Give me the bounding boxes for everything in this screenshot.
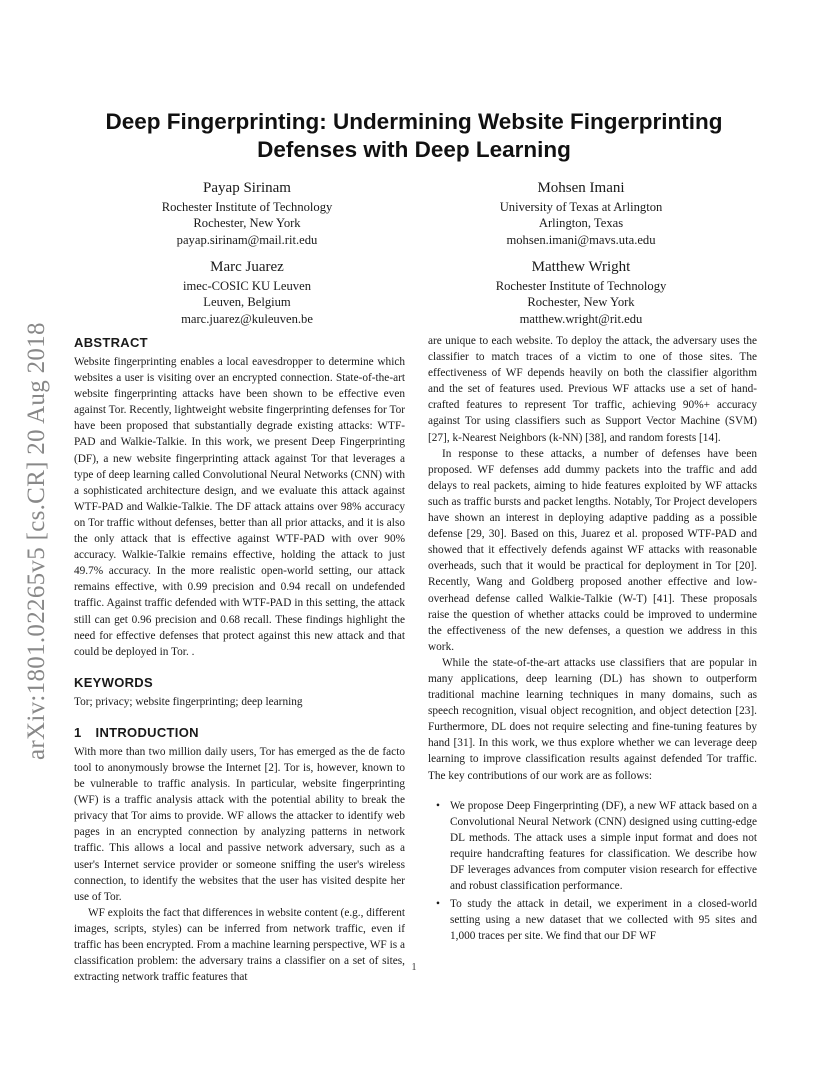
right-paragraph-1: are unique to each website. To deploy the attack, the adversary uses the classifier to match traces of a victim to one of those sites. The effectiveness of WF depends heavily on both the classifier algorithm and the set of features used. Previous WF attacks use a set of hand-crafted features to represent Tor traffic, achieving 90%+ accuracy against Tor using classifiers such as Support Vector Machine (SVM) [27], k-Nearest Neighbors (k-NN) [38], and random forests [14]. [428, 335, 757, 444]
title-line-2: Defenses with Deep Learning [257, 137, 571, 162]
right-column [428, 333, 757, 946]
left-column [74, 334, 405, 985]
arxiv-stamp: arXiv:1801.02265v5 [cs.CR] 20 Aug 2018 [23, 322, 50, 760]
author-email[interactable]: mohsen.imani@mavs.uta.edu [506, 232, 656, 247]
keywords-heading: KEYWORDS [74, 674, 153, 690]
right-paragraph-2: In response to these attacks, a number of defenses have been proposed. WF defenses add dummy packets into the traffic and add delays to real packets, aiming to hide features exploited by WF attacks such as traffic bursts and packet lengths. Notably, Tor Project developers have shown an interest in deploying adaptive padding as a possible defense [29, 30]. Based on this, Juarez et al. proposed WTF-PAD and showed that it effectively defends against WF attacks with reasonable overheads, such that it would be practical for deployment in Tor [20]. Recently, Wang and Goldberg proposed another effective and low-overhead defense called Walkie-Talkie (W-T) [41]. These proposals raise the question of whether attacks could be improved to undermine the effectiveness of the new defenses, a question we address in this work. [428, 447, 757, 653]
list-item-text: To study the attack in detail, we experiment in a closed-world setting using a new dataset that we collected with 95 sites and 1,000 traces per site. We find that our DF WF [450, 898, 757, 943]
list-item-text: We propose Deep Fingerprinting (DF), a new WF attack based on a Convolutional Neural Network (CNN) designed using cutting-edge DL methods. The attack uses a simple input format and does not require handcrafting features for classification. We describe how DF leverages advances from computer vision research for effective and robust classification performance. [450, 799, 757, 893]
author-affiliation: Rochester Institute of Technology [495, 279, 667, 293]
intro-paragraph-2: WF exploits the fact that differences in website content (e.g., different images, scripts, styles) can be inferred from network traffic, even if traffic has been encrypted. From a machine learning perspective, WF is a classification problem: the adversary trains a classifier on a set of sites, extracting network traffic features that [74, 906, 405, 984]
author-name: Matthew Wright [531, 259, 631, 275]
paper-title [0, 108, 828, 164]
author-location: Rochester, New York [527, 295, 635, 310]
keywords-text: Tor; privacy; website fingerprinting; deep learning [74, 695, 303, 708]
author-block-sirinam [97, 178, 397, 248]
section-heading-introduction [74, 724, 405, 742]
abstract-text: Website fingerprinting enables a local eavesdropper to determine which websites a user is visiting over an encrypted connection. State-of-the-art website fingerprinting attacks have been shown to be effective even against Tor. Recently, lightweight website fingerprinting defenses for Tor have been proposed that substantially degrade existing attacks: WTF-PAD and Walkie-Talkie. In this work, we present Deep Fingerprinting (DF), a new website fingerprinting attack against Tor that leverages a type of deep learning called Convolutional Neural Networks (CNN) with a sophisticated architecture design, and we evaluate this attack against WTF-PAD and Walkie-Talkie. The DF attack attains over 98% accuracy on Tor traffic without defenses, better than all prior attacks, and it is also the only attack that is effective against WTF-PAD with over 90% accuracy. Walkie-Talkie remains effective, holding the attack to just 49.7% accuracy. In the more realistic open-world setting, our attack remains effective, with 0.99 precision and 0.94 recall on undefended traffic. Against traffic defended with WTF-PAD in this setting, the attack still can get 0.96 precision and 0.68 recall. These findings highlight the need for effective defenses that protect against this new attack and that could be deployed in Tor. . [74, 356, 405, 658]
author-email[interactable]: matthew.wright@rit.edu [519, 311, 643, 326]
author-location: Leuven, Belgium [203, 295, 291, 310]
author-name: Mohsen Imani [537, 180, 625, 196]
page-number: 1 [411, 962, 417, 973]
section-title: INTRODUCTION [95, 724, 199, 740]
list-item [428, 896, 757, 944]
right-paragraph-3: While the state-of-the-art attacks use classifiers that are popular in many applications, deep learning (DL) has shown to outperform traditional machine learning techniques in many domains, such as speech recognition, visual object recognition, and object detection [23]. Furthermore, DL does not require selecting and fine-tuning features by hand [31]. In this work, we thus explore whether we can leverage deep learning to improve classification results against defended Tor traffic. The key contributions of our work are as follows: [428, 656, 757, 782]
author-block-wright [431, 257, 731, 327]
abstract-heading: ABSTRACT [74, 335, 148, 350]
author-affiliation: Rochester Institute of Technology [161, 200, 333, 214]
author-affiliation: University of Texas at Arlington [499, 200, 663, 214]
bullet-icon: • [436, 799, 440, 812]
author-email[interactable]: marc.juarez@kuleuven.be [181, 311, 313, 326]
section-number: 1 [74, 724, 82, 740]
author-location: Rochester, New York [193, 216, 301, 231]
author-block-imani [431, 178, 731, 248]
author-email[interactable]: payap.sirinam@mail.rit.edu [176, 232, 318, 247]
author-affiliation: imec-COSIC KU Leuven [182, 279, 311, 293]
author-block-juarez [97, 257, 397, 327]
title-line-1: Deep Fingerprinting: Undermining Website Fingerprinting [105, 109, 723, 134]
contributions-list [428, 798, 757, 945]
list-item [428, 798, 757, 895]
author-name: Payap Sirinam [203, 180, 291, 196]
bullet-icon: • [436, 898, 440, 911]
author-location: Arlington, Texas [538, 216, 624, 231]
author-name: Marc Juarez [210, 259, 284, 275]
intro-paragraph-1: With more than two million daily users, Tor has emerged as the de facto tool to anonymously browse the Internet [2]. Tor is, however, known to be vulnerable to traffic analysis. In particular, website fingerprinting (WF) is a traffic analysis attack with the potential ability to break the privacy that Tor aims to provide. WF allows the attacker to identify web pages in an encrypted connection by analyzing patterns in network traffic. This allows a local and passive network adversary, such as a user's Internet service provider or someone sniffing the user's wireless connection, to identify the websites that the user has visited despite her use of Tor. [74, 745, 405, 903]
